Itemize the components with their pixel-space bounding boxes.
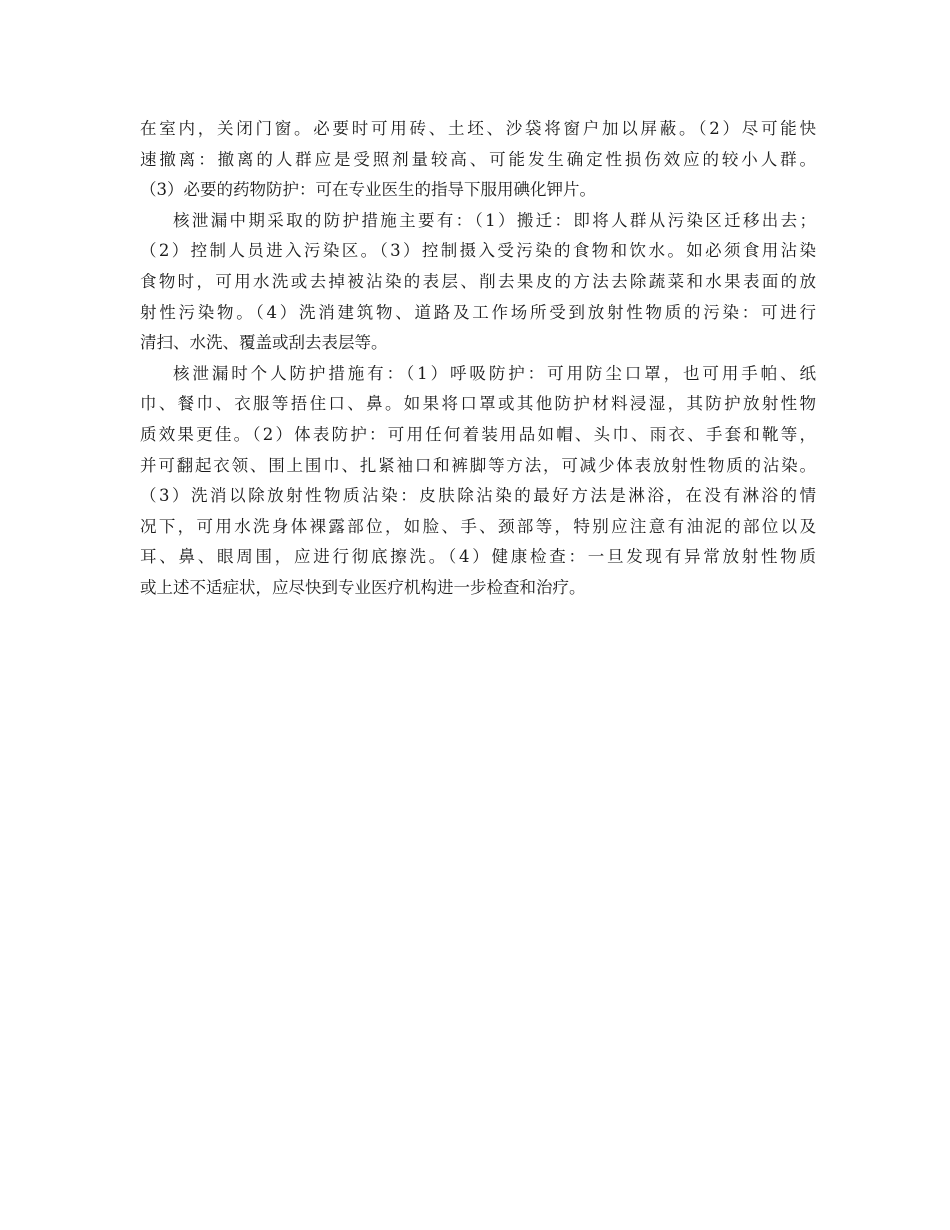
text-line: 在室内，关闭门窗。必要时可用砖、土坯、沙袋将窗户加以屏蔽。（2）尽可能快 <box>140 119 816 138</box>
paragraph-mid-term-measures <box>140 206 816 359</box>
text-line: 或上述不适症状，应尽快到专业医疗机构进一步检查和治疗。 <box>140 577 586 597</box>
text-line: 食物时，可用水洗或去掉被沾染的表层、削去果皮的方法去除蔬菜和水果表面的放 <box>140 271 816 291</box>
text-line: 速撤离：撤离的人群应是受照剂量较高、可能发生确定性损伤效应的较小人群。 <box>140 149 816 169</box>
document-body <box>140 114 816 604</box>
text-line: 质效果更佳。（2）体表防护：可用任何着装用品如帽、头巾、雨衣、手套和靴等， <box>140 424 816 444</box>
text-line: 射性污染物。（4）洗消建筑物、道路及工作场所受到放射性物质的污染：可进行 <box>140 302 816 322</box>
text-line: 巾、餐巾、衣服等捂住口、鼻。如果将口罩或其他防护材料浸湿，其防护放射性物 <box>140 394 816 414</box>
text-line: （3）必要的药物防护：可在专业医生的指导下服用碘化钾片。 <box>140 180 596 200</box>
paragraph-personal-protection <box>140 359 816 604</box>
text-line: 核泄漏时个人防护措施有：（1）呼吸防护：可用防尘口罩，也可用手帕、纸 <box>173 363 816 383</box>
text-line: （2）控制人员进入污染区。（3）控制摄入受污染的食物和饮水。如必须食用沾染 <box>140 241 816 261</box>
text-line: （3）洗消以除放射性物质沾染：皮肤除沾染的最好方法是淋浴，在没有淋浴的情 <box>140 486 816 506</box>
text-line: 并可翻起衣领、围上围巾、扎紧袖口和裤脚等方法，可减少体表放射性物质的沾染。 <box>140 455 816 475</box>
text-line: 况下，可用水洗身体裸露部位，如脸、手、颈部等，特别应注意有油泥的部位以及 <box>140 516 816 536</box>
paragraph-continuation <box>140 114 816 206</box>
text-line: 耳、鼻、眼周围，应进行彻底擦洗。（4）健康检查：一旦发现有异常放射性物质 <box>140 547 816 567</box>
text-line: 清扫、水洗、覆盖或刮去表层等。 <box>140 333 388 353</box>
text-line: 核泄漏中期采取的防护措施主要有：（1）搬迁：即将人群从污染区迁移出去； <box>173 210 816 230</box>
